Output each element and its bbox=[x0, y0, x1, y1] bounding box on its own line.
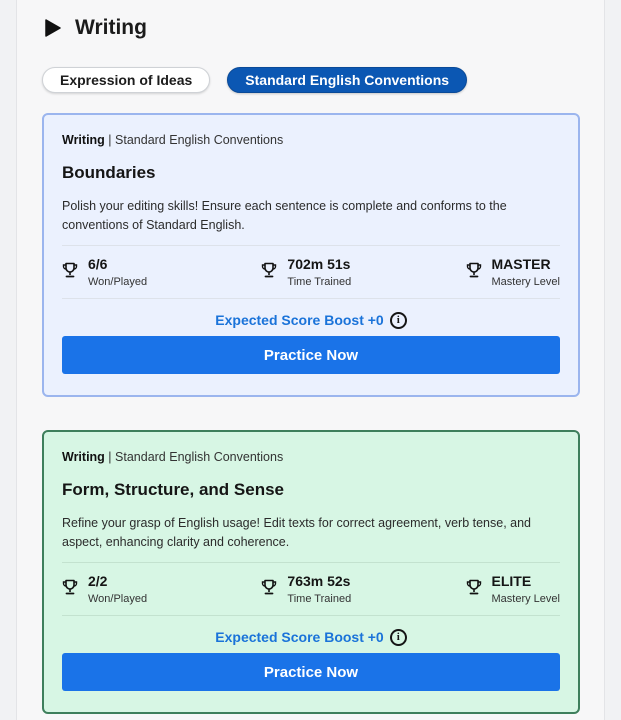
stat-label: Mastery Level bbox=[491, 592, 560, 605]
stats-row bbox=[62, 562, 560, 616]
trophy-icon bbox=[261, 573, 277, 595]
stat-label: Won/Played bbox=[88, 275, 148, 288]
breadcrumb-separator: | bbox=[104, 450, 116, 464]
breadcrumb bbox=[62, 133, 560, 149]
breadcrumb-category: Standard English Conventions bbox=[115, 450, 284, 464]
stat-label: Won/Played bbox=[88, 592, 148, 605]
card-description: Refine your grasp of English usage! Edit texts for correct agreement, verb tense, and aspect, enhancing clarity and coherence. bbox=[62, 516, 532, 549]
stat-value: 702m 51s bbox=[287, 255, 351, 272]
section-header[interactable] bbox=[45, 16, 147, 40]
stat-won-played bbox=[62, 256, 147, 289]
practice-now-button[interactable]: Practice Now bbox=[62, 336, 560, 374]
stat-value: MASTER bbox=[491, 255, 551, 272]
breadcrumb-subject: Writing bbox=[62, 450, 105, 464]
expected-score-boost bbox=[62, 626, 560, 648]
stat-label: Time Trained bbox=[287, 592, 352, 605]
breadcrumb-subject: Writing bbox=[62, 133, 105, 147]
stat-mastery-level bbox=[466, 256, 560, 289]
section-title: Writing bbox=[75, 16, 147, 39]
stat-value: 763m 52s bbox=[287, 572, 351, 589]
stat-value: 2/2 bbox=[88, 572, 108, 589]
boost-text: Expected Score Boost +0 bbox=[215, 629, 384, 645]
info-icon[interactable]: i bbox=[390, 629, 407, 646]
stat-time-trained bbox=[261, 573, 351, 606]
boost-text: Expected Score Boost +0 bbox=[215, 312, 384, 328]
tab-expression-of-ideas[interactable]: Expression of Ideas bbox=[42, 67, 210, 93]
stat-value: 6/6 bbox=[88, 255, 108, 272]
stat-label: Time Trained bbox=[287, 275, 352, 288]
stat-label: Mastery Level bbox=[491, 275, 560, 288]
trophy-icon bbox=[466, 256, 482, 278]
stat-mastery-level bbox=[466, 573, 560, 606]
card-title: Form, Structure, and Sense bbox=[62, 480, 284, 499]
tab-standard-english-conventions[interactable]: Standard English Conventions bbox=[227, 67, 467, 93]
skills-panel bbox=[16, 0, 605, 720]
skill-card-boundaries bbox=[42, 113, 580, 397]
trophy-icon bbox=[62, 256, 78, 278]
trophy-icon bbox=[62, 573, 78, 595]
trophy-icon bbox=[261, 256, 277, 278]
info-icon[interactable]: i bbox=[390, 312, 407, 329]
stat-time-trained bbox=[261, 256, 351, 289]
skill-card-form-structure-sense bbox=[42, 430, 580, 714]
breadcrumb-category: Standard English Conventions bbox=[115, 133, 284, 147]
card-title: Boundaries bbox=[62, 163, 156, 182]
stat-won-played bbox=[62, 573, 147, 606]
play-icon bbox=[45, 19, 61, 37]
tab-bar bbox=[42, 67, 467, 93]
expected-score-boost bbox=[62, 309, 560, 331]
card-description: Polish your editing skills! Ensure each sentence is complete and conforms to the conventions of Standard English. bbox=[62, 199, 507, 232]
trophy-icon bbox=[466, 573, 482, 595]
practice-now-button[interactable]: Practice Now bbox=[62, 653, 560, 691]
breadcrumb-separator: | bbox=[104, 133, 116, 147]
breadcrumb bbox=[62, 450, 560, 466]
stat-value: ELITE bbox=[491, 572, 532, 589]
stats-row bbox=[62, 245, 560, 299]
